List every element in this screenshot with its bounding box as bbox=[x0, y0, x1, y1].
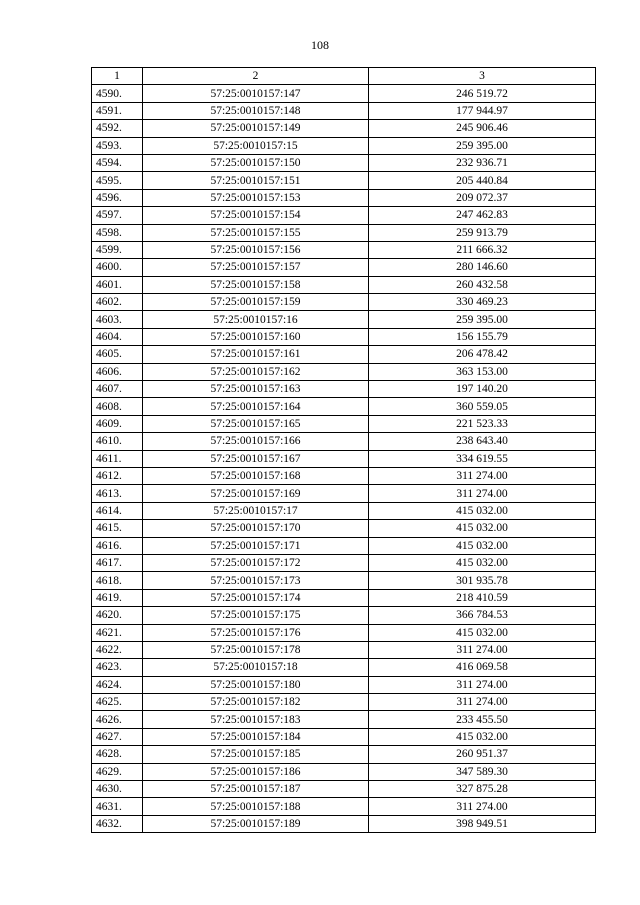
cadastral-number-cell: 57:25:0010157:167 bbox=[143, 450, 369, 467]
table-row bbox=[92, 815, 596, 832]
row-number-cell: 4614. bbox=[92, 502, 143, 519]
table-header-row bbox=[92, 68, 596, 85]
row-number-cell: 4617. bbox=[92, 554, 143, 571]
cadastral-number-cell: 57:25:0010157:156 bbox=[143, 241, 369, 258]
cadastral-number-cell: 57:25:0010157:15 bbox=[143, 137, 369, 154]
value-cell: 301 935.78 bbox=[369, 572, 596, 589]
row-number-cell: 4608. bbox=[92, 398, 143, 415]
cadastral-number-cell: 57:25:0010157:149 bbox=[143, 120, 369, 137]
table-row bbox=[92, 433, 596, 450]
table-row bbox=[92, 102, 596, 119]
table-row bbox=[92, 346, 596, 363]
cadastral-number-cell: 57:25:0010157:188 bbox=[143, 798, 369, 815]
table-row bbox=[92, 207, 596, 224]
cadastral-number-cell: 57:25:0010157:158 bbox=[143, 276, 369, 293]
row-number-cell: 4602. bbox=[92, 294, 143, 311]
row-number-cell: 4627. bbox=[92, 728, 143, 745]
row-number-cell: 4605. bbox=[92, 346, 143, 363]
cadastral-number-cell: 57:25:0010157:182 bbox=[143, 694, 369, 711]
table-row bbox=[92, 502, 596, 519]
table-row bbox=[92, 624, 596, 641]
page-number: 108 bbox=[311, 38, 329, 52]
table-row bbox=[92, 415, 596, 432]
cadastral-number-cell: 57:25:0010157:187 bbox=[143, 781, 369, 798]
value-cell: 415 032.00 bbox=[369, 624, 596, 641]
cadastral-number-cell: 57:25:0010157:164 bbox=[143, 398, 369, 415]
row-number-cell: 4610. bbox=[92, 433, 143, 450]
column-header: 2 bbox=[143, 68, 369, 85]
cadastral-number-cell: 57:25:0010157:172 bbox=[143, 554, 369, 571]
value-cell: 232 936.71 bbox=[369, 154, 596, 171]
value-cell: 360 559.05 bbox=[369, 398, 596, 415]
cadastral-number-cell: 57:25:0010157:174 bbox=[143, 589, 369, 606]
table-row bbox=[92, 398, 596, 415]
value-cell: 311 274.00 bbox=[369, 676, 596, 693]
cadastral-number-cell: 57:25:0010157:166 bbox=[143, 433, 369, 450]
table-row bbox=[92, 659, 596, 676]
cadastral-number-cell: 57:25:0010157:169 bbox=[143, 485, 369, 502]
value-cell: 211 666.32 bbox=[369, 241, 596, 258]
table-row bbox=[92, 172, 596, 189]
row-number-cell: 4606. bbox=[92, 363, 143, 380]
row-number-cell: 4623. bbox=[92, 659, 143, 676]
table-row bbox=[92, 363, 596, 380]
value-cell: 327 875.28 bbox=[369, 781, 596, 798]
row-number-cell: 4615. bbox=[92, 520, 143, 537]
table-row bbox=[92, 259, 596, 276]
table-row bbox=[92, 537, 596, 554]
table-row bbox=[92, 85, 596, 102]
cadastral-number-cell: 57:25:0010157:168 bbox=[143, 467, 369, 484]
cadastral-number-cell: 57:25:0010157:153 bbox=[143, 189, 369, 206]
table-row bbox=[92, 381, 596, 398]
value-cell: 415 032.00 bbox=[369, 554, 596, 571]
row-number-cell: 4600. bbox=[92, 259, 143, 276]
value-cell: 205 440.84 bbox=[369, 172, 596, 189]
column-header: 3 bbox=[369, 68, 596, 85]
value-cell: 416 069.58 bbox=[369, 659, 596, 676]
value-cell: 334 619.55 bbox=[369, 450, 596, 467]
table-row bbox=[92, 189, 596, 206]
table-row bbox=[92, 589, 596, 606]
value-cell: 259 913.79 bbox=[369, 224, 596, 241]
value-cell: 209 072.37 bbox=[369, 189, 596, 206]
value-cell: 347 589.30 bbox=[369, 763, 596, 780]
table-row bbox=[92, 694, 596, 711]
value-cell: 156 155.79 bbox=[369, 328, 596, 345]
value-cell: 311 274.00 bbox=[369, 485, 596, 502]
cadastral-number-cell: 57:25:0010157:162 bbox=[143, 363, 369, 380]
table-row bbox=[92, 467, 596, 484]
row-number-cell: 4628. bbox=[92, 746, 143, 763]
value-cell: 311 274.00 bbox=[369, 641, 596, 658]
table-row bbox=[92, 641, 596, 658]
value-cell: 366 784.53 bbox=[369, 607, 596, 624]
value-cell: 311 274.00 bbox=[369, 798, 596, 815]
row-number-cell: 4612. bbox=[92, 467, 143, 484]
cadastral-number-cell: 57:25:0010157:176 bbox=[143, 624, 369, 641]
value-cell: 311 274.00 bbox=[369, 467, 596, 484]
cadastral-number-cell: 57:25:0010157:163 bbox=[143, 381, 369, 398]
value-cell: 415 032.00 bbox=[369, 537, 596, 554]
table-row bbox=[92, 728, 596, 745]
table-row bbox=[92, 241, 596, 258]
row-number-cell: 4618. bbox=[92, 572, 143, 589]
value-cell: 246 519.72 bbox=[369, 85, 596, 102]
table-row bbox=[92, 485, 596, 502]
row-number-cell: 4629. bbox=[92, 763, 143, 780]
row-number-cell: 4613. bbox=[92, 485, 143, 502]
cadastral-number-cell: 57:25:0010157:160 bbox=[143, 328, 369, 345]
value-cell: 245 906.46 bbox=[369, 120, 596, 137]
row-number-cell: 4601. bbox=[92, 276, 143, 293]
row-number-cell: 4622. bbox=[92, 641, 143, 658]
table-row bbox=[92, 120, 596, 137]
row-number-cell: 4625. bbox=[92, 694, 143, 711]
value-cell: 247 462.83 bbox=[369, 207, 596, 224]
value-cell: 177 944.97 bbox=[369, 102, 596, 119]
value-cell: 363 153.00 bbox=[369, 363, 596, 380]
row-number-cell: 4621. bbox=[92, 624, 143, 641]
row-number-cell: 4607. bbox=[92, 381, 143, 398]
cadastral-number-cell: 57:25:0010157:165 bbox=[143, 415, 369, 432]
row-number-cell: 4590. bbox=[92, 85, 143, 102]
row-number-cell: 4604. bbox=[92, 328, 143, 345]
value-cell: 233 455.50 bbox=[369, 711, 596, 728]
value-cell: 415 032.00 bbox=[369, 520, 596, 537]
value-cell: 259 395.00 bbox=[369, 137, 596, 154]
row-number-cell: 4593. bbox=[92, 137, 143, 154]
table-row bbox=[92, 450, 596, 467]
row-number-cell: 4616. bbox=[92, 537, 143, 554]
value-cell: 218 410.59 bbox=[369, 589, 596, 606]
cadastral-number-cell: 57:25:0010157:161 bbox=[143, 346, 369, 363]
table-row bbox=[92, 572, 596, 589]
row-number-cell: 4603. bbox=[92, 311, 143, 328]
cadastral-number-cell: 57:25:0010157:154 bbox=[143, 207, 369, 224]
row-number-cell: 4626. bbox=[92, 711, 143, 728]
value-cell: 221 523.33 bbox=[369, 415, 596, 432]
table-row bbox=[92, 311, 596, 328]
table-row bbox=[92, 520, 596, 537]
row-number-cell: 4599. bbox=[92, 241, 143, 258]
cadastral-number-cell: 57:25:0010157:159 bbox=[143, 294, 369, 311]
row-number-cell: 4620. bbox=[92, 607, 143, 624]
cadastral-number-cell: 57:25:0010157:170 bbox=[143, 520, 369, 537]
value-cell: 260 432.58 bbox=[369, 276, 596, 293]
table-row bbox=[92, 781, 596, 798]
row-number-cell: 4624. bbox=[92, 676, 143, 693]
cadastral-number-cell: 57:25:0010157:148 bbox=[143, 102, 369, 119]
cadastral-number-cell: 57:25:0010157:185 bbox=[143, 746, 369, 763]
value-cell: 311 274.00 bbox=[369, 694, 596, 711]
column-header: 1 bbox=[92, 68, 143, 85]
value-cell: 280 146.60 bbox=[369, 259, 596, 276]
row-number-cell: 4619. bbox=[92, 589, 143, 606]
row-number-cell: 4594. bbox=[92, 154, 143, 171]
row-number-cell: 4631. bbox=[92, 798, 143, 815]
cadastral-number-cell: 57:25:0010157:151 bbox=[143, 172, 369, 189]
value-cell: 259 395.00 bbox=[369, 311, 596, 328]
table-row bbox=[92, 746, 596, 763]
table-body bbox=[92, 85, 596, 833]
value-cell: 238 643.40 bbox=[369, 433, 596, 450]
cadastral-number-cell: 57:25:0010157:155 bbox=[143, 224, 369, 241]
cadastral-number-cell: 57:25:0010157:147 bbox=[143, 85, 369, 102]
cadastral-number-cell: 57:25:0010157:157 bbox=[143, 259, 369, 276]
cadastral-table bbox=[91, 67, 596, 833]
cadastral-number-cell: 57:25:0010157:150 bbox=[143, 154, 369, 171]
cadastral-number-cell: 57:25:0010157:16 bbox=[143, 311, 369, 328]
table-row bbox=[92, 607, 596, 624]
row-number-cell: 4630. bbox=[92, 781, 143, 798]
table-row bbox=[92, 154, 596, 171]
table-row bbox=[92, 137, 596, 154]
row-number-cell: 4591. bbox=[92, 102, 143, 119]
row-number-cell: 4597. bbox=[92, 207, 143, 224]
row-number-cell: 4598. bbox=[92, 224, 143, 241]
row-number-cell: 4592. bbox=[92, 120, 143, 137]
row-number-cell: 4596. bbox=[92, 189, 143, 206]
cadastral-number-cell: 57:25:0010157:180 bbox=[143, 676, 369, 693]
value-cell: 197 140.20 bbox=[369, 381, 596, 398]
row-number-cell: 4611. bbox=[92, 450, 143, 467]
cadastral-number-cell: 57:25:0010157:173 bbox=[143, 572, 369, 589]
cadastral-number-cell: 57:25:0010157:171 bbox=[143, 537, 369, 554]
value-cell: 398 949.51 bbox=[369, 815, 596, 832]
cadastral-number-cell: 57:25:0010157:175 bbox=[143, 607, 369, 624]
cadastral-number-cell: 57:25:0010157:184 bbox=[143, 728, 369, 745]
value-cell: 415 032.00 bbox=[369, 728, 596, 745]
table-row bbox=[92, 328, 596, 345]
row-number-cell: 4609. bbox=[92, 415, 143, 432]
cadastral-number-cell: 57:25:0010157:186 bbox=[143, 763, 369, 780]
table-row bbox=[92, 763, 596, 780]
row-number-cell: 4632. bbox=[92, 815, 143, 832]
table-row bbox=[92, 711, 596, 728]
value-cell: 330 469.23 bbox=[369, 294, 596, 311]
cadastral-number-cell: 57:25:0010157:17 bbox=[143, 502, 369, 519]
table-row bbox=[92, 276, 596, 293]
row-number-cell: 4595. bbox=[92, 172, 143, 189]
value-cell: 206 478.42 bbox=[369, 346, 596, 363]
cadastral-number-cell: 57:25:0010157:189 bbox=[143, 815, 369, 832]
table-row bbox=[92, 554, 596, 571]
table-row bbox=[92, 798, 596, 815]
cadastral-number-cell: 57:25:0010157:18 bbox=[143, 659, 369, 676]
cadastral-number-cell: 57:25:0010157:178 bbox=[143, 641, 369, 658]
table-row bbox=[92, 224, 596, 241]
table-row bbox=[92, 676, 596, 693]
value-cell: 415 032.00 bbox=[369, 502, 596, 519]
table-row bbox=[92, 294, 596, 311]
cadastral-number-cell: 57:25:0010157:183 bbox=[143, 711, 369, 728]
value-cell: 260 951.37 bbox=[369, 746, 596, 763]
